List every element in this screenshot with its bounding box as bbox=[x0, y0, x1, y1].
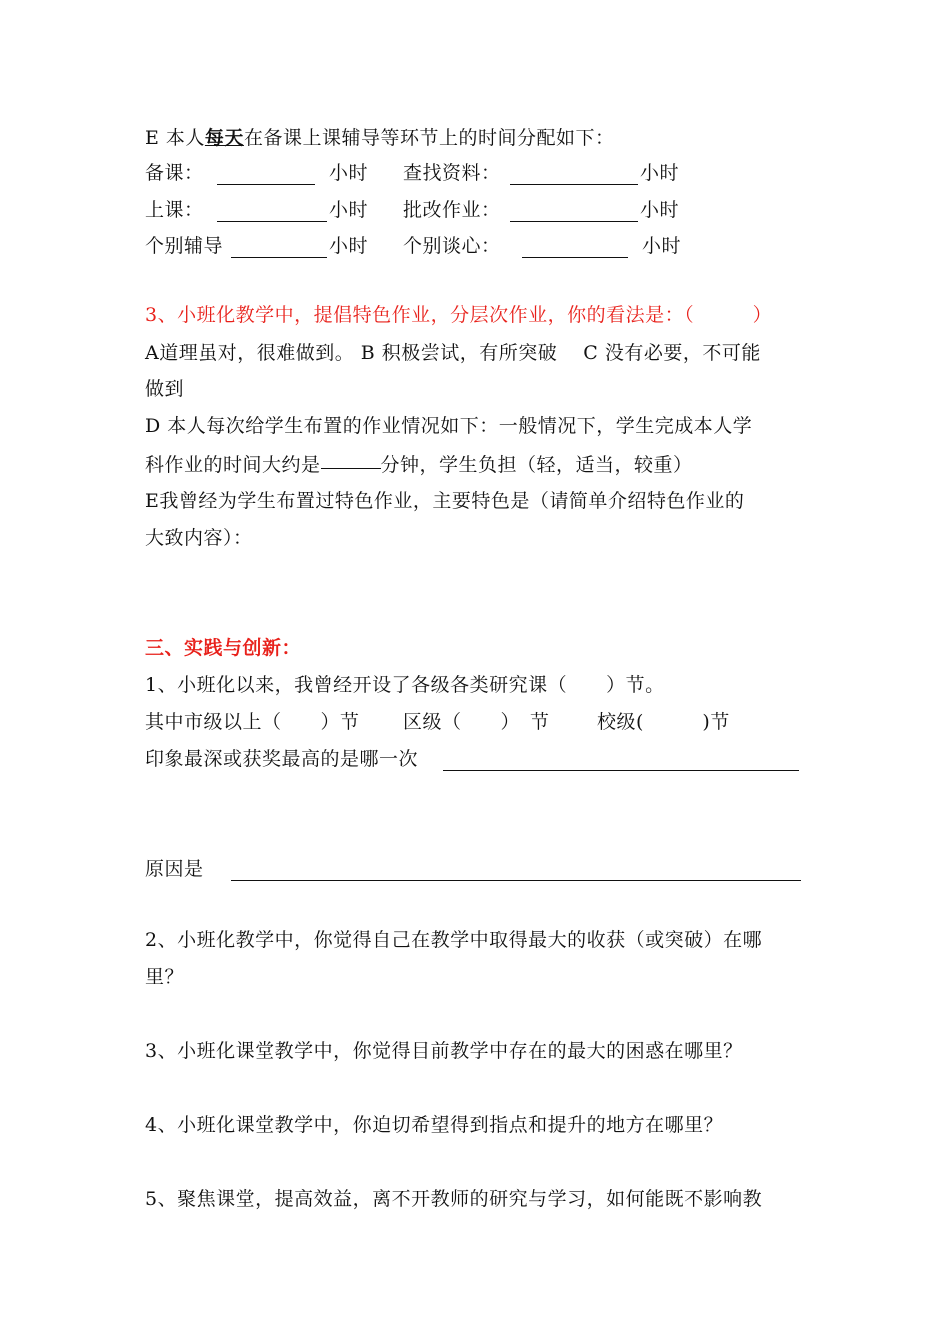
s3-q4: 4、小班化课堂教学中，你迫切希望得到指点和提升的地方在哪里？ bbox=[145, 1114, 724, 1136]
search-label: 查找资料： bbox=[403, 162, 501, 184]
time-row-3 bbox=[145, 231, 845, 261]
talk-hour-unit: 小时 bbox=[642, 235, 682, 257]
section3-heading: 三、实践与创新： bbox=[145, 637, 302, 659]
time-row-2 bbox=[145, 195, 845, 225]
q3-d-line2-pre: 科作业的时间大约是 bbox=[145, 454, 321, 476]
talk-hours-blank[interactable] bbox=[522, 235, 628, 258]
search-hours-blank[interactable] bbox=[510, 162, 638, 185]
prep-label: 备课： bbox=[145, 162, 204, 184]
impress-blank[interactable] bbox=[443, 748, 799, 771]
time-row-1 bbox=[145, 158, 845, 188]
reason-blank[interactable] bbox=[231, 858, 801, 881]
teach-hour-unit: 小时 bbox=[329, 199, 369, 221]
q3-e-line2: 大致内容）： bbox=[145, 527, 253, 549]
grading-hour-unit: 小时 bbox=[640, 199, 680, 221]
q3-d-line1: D 本人每次给学生布置的作业情况如下：一般情况下，学生完成本人学 bbox=[145, 415, 753, 437]
q3-options-line1: A道理虽对，很难做到。 B 积极尝试，有所突破 C 没有必要，不可能 bbox=[145, 342, 761, 364]
s3-q1-school: 校级( )节 bbox=[597, 711, 730, 733]
s3-q2-line1: 2、小班化教学中，你觉得自己在教学中取得最大的收获（或突破）在哪 bbox=[145, 929, 763, 951]
teach-hours-blank[interactable] bbox=[217, 199, 327, 222]
q3-question: 3、小班化教学中，提倡特色作业，分层次作业，你的看法是：（ ） bbox=[145, 304, 773, 326]
s3-q1-city: 其中市级以上（ ）节 bbox=[145, 711, 360, 733]
minutes-blank[interactable] bbox=[321, 446, 381, 469]
s3-q5: 5、聚焦课堂，提高效益，离不开教师的研究与学习，如何能既不影响教 bbox=[145, 1188, 763, 1210]
s3-q1-district: 区级（ ） 节 bbox=[403, 711, 550, 733]
teach-label: 上课： bbox=[145, 199, 204, 221]
prep-hours-blank[interactable] bbox=[217, 162, 315, 185]
time-intro-pre: E 本人 bbox=[145, 127, 205, 149]
s3-q1-reason-label: 原因是 bbox=[145, 858, 204, 880]
prep-hour-unit: 小时 bbox=[329, 162, 369, 184]
s3-q1-levels bbox=[145, 707, 845, 737]
time-intro-post: 在备课上课辅导等环节上的时间分配如下： bbox=[243, 127, 615, 149]
time-intro-emphasis: 每天 bbox=[204, 127, 244, 149]
grading-hours-blank[interactable] bbox=[510, 199, 638, 222]
s3-q3: 3、小班化课堂教学中，你觉得目前教学中存在的最大的困惑在哪里？ bbox=[145, 1040, 743, 1062]
s3-q1-impress-label: 印象最深或获奖最高的是哪一次 bbox=[145, 748, 419, 770]
time-intro bbox=[145, 123, 614, 153]
q3-d-line2 bbox=[145, 448, 693, 478]
search-hour-unit: 小时 bbox=[640, 162, 680, 184]
tutor-label: 个别辅导 bbox=[145, 235, 224, 257]
talk-label: 个别谈心： bbox=[403, 235, 501, 257]
s3-q1-line1: 1、小班化以来，我曾经开设了各级各类研究课（ ）节。 bbox=[145, 674, 665, 696]
q3-options-line2: 做到 bbox=[145, 378, 185, 400]
s3-q1-reason bbox=[145, 854, 805, 884]
tutor-hours-blank[interactable] bbox=[231, 235, 327, 258]
tutor-hour-unit: 小时 bbox=[329, 235, 369, 257]
grading-label: 批改作业： bbox=[403, 199, 501, 221]
s3-q1-impress bbox=[145, 744, 805, 774]
s3-q2-line2: 里？ bbox=[145, 966, 185, 988]
q3-d-line2-post: 分钟，学生负担（轻，适当，较重） bbox=[380, 454, 693, 476]
q3-e-line1: E我曾经为学生布置过特色作业，主要特色是（请简单介绍特色作业的 bbox=[145, 490, 745, 512]
